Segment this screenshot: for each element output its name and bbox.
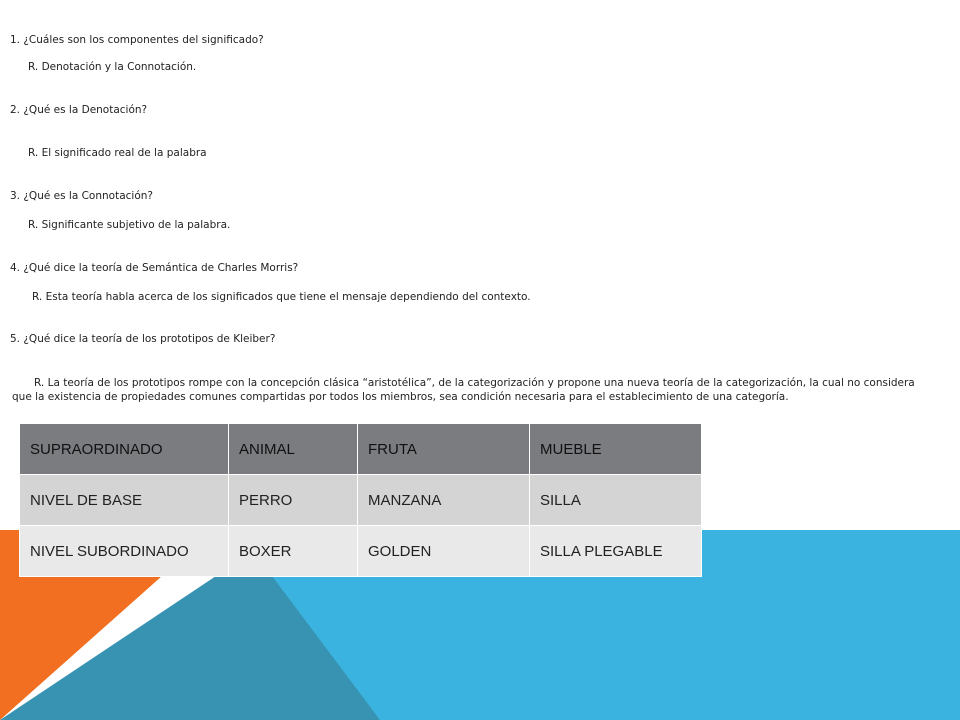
categorization-table [19,423,702,577]
table-cell: SILLA PLEGABLE [530,526,702,577]
answer-3: R. Significante subjetivo de la palabra. [28,219,231,231]
answer-4: R. Esta teoría habla acerca de los significados que tiene el mensaje dependiendo del contexto. [32,291,531,303]
question-4: 4. ¿Qué dice la teoría de Semántica de Charles Morris? [10,262,299,274]
question-1: 1. ¿Cuáles son los componentes del significado? [10,34,264,46]
header-cell: FRUTA [358,424,530,475]
table-cell: GOLDEN [358,526,530,577]
header-cell: ANIMAL [229,424,358,475]
question-3: 3. ¿Qué es la Connotación? [10,190,153,202]
answer-1: R. Denotación y la Connotación. [28,61,197,73]
table-row [20,475,702,526]
table-cell: MANZANA [358,475,530,526]
table-cell: BOXER [229,526,358,577]
question-5: 5. ¿Qué dice la teoría de los prototipos de Kleiber? [10,333,276,345]
header-cell: MUEBLE [530,424,702,475]
table-cell: PERRO [229,475,358,526]
table-cell: NIVEL DE BASE [20,475,229,526]
table-row [20,526,702,577]
table-cell: SILLA [530,475,702,526]
answer-5-line-1: R. La teoría de los prototipos rompe con la concepción clásica “aristotélica”, de la categorización y propone una nueva teoría de la categorización, la cual no considera [34,377,915,389]
answer-2: R. El significado real de la palabra [28,147,207,159]
header-cell: SUPRAORDINADO [20,424,229,475]
answer-5-line-2: que la existencia de propiedades comunes compartidas por todos los miembros, sea condición necesaria para el establecimiento de una categoría. [12,391,789,403]
table-header-row [20,424,702,475]
question-2: 2. ¿Qué es la Denotación? [10,104,148,116]
table-cell: NIVEL SUBORDINADO [20,526,229,577]
